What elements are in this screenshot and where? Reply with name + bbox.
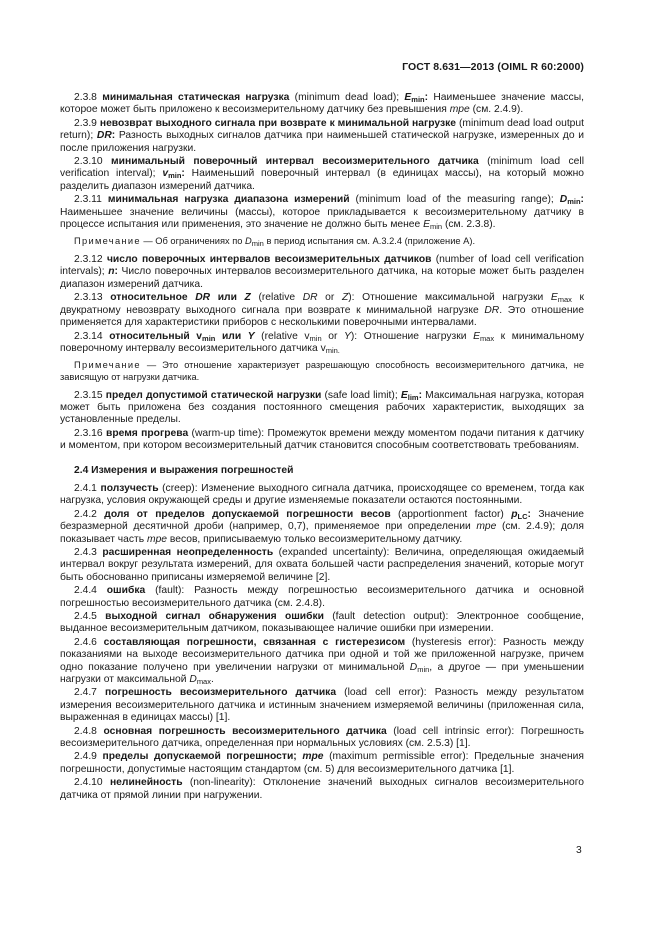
clause-2-3-16: 2.3.16 время прогрева (warm-up time): Промежуток времени между моментом подачи питания к датчику и моментом, при котором весоизмерительный датчик становится способным соответствовать требованиям. [60,427,584,452]
clause-2-4-6: 2.4.6 составляющая погрешности, связанная с гистерезисом (hysteresis error): Разность между показаниями на выходе весоизмерительного датчика при одной и той же приложенной нагрузке, причем одно показание получено при увеличении нагрузки от минимальной $D_{min}$, а другое — при уменьшении нагрузки от максимальной $D_{max}$. [60,636,585,687]
clause-2-4-2: 2.4.2 доля от пределов допускаемой погрешности весов (apportionment factor) $p_{LC}$: Значение безразмерной десятичной дроби (например, 0,7), применяемое при определении mpe (см. 2.4.9); доля показывает часть mpe весов, приписываемую только весоизмерительному датчику. [60,508,584,545]
clause-2-4-4: 2.4.4 ошибка (fault): Разность между погрешностью весоизмерительного датчика и основной погрешностью весоизмерительного датчика (см. 2.4.8). [60,585,584,609]
clause-2-3-12: 2.3.12 число поверочных интервалов весоизмерительных датчиков (number of load cell verification intervals); n: Число поверочных интервалов весоизмерительного датчика, на которые может быть разделен диапазон измерений датчика. [60,254,585,290]
clause-2-4-5: 2.4.5 выходной сигнал обнаружения ошибки (fault detection output): Электронное сообщение, выданное весоизмерительным датчиком, показывающее наличие ошибки при измерении. [60,611,584,635]
clause-2-4-9: 2.4.9 пределы допускаемой погрешности; mpe (maximum permissible error): Предельные значения погрешности, допустимые настоящим стандартом (см. 5) для весоизмерительного датчика [1]. [60,751,584,775]
clause-2-4-3: 2.4.3 расширенная неопределенность (expanded uncertainty): Величина, определяющая ожидаемый интервал вокруг результата измерений, для охвата большей части распределения значений, которые могут быть обоснованно приписаны измеряемой величине [2]. [60,546,585,583]
document-header: ГОСТ 8.631—2013 (OIML R 60:2000) [402,61,584,73]
clause-2-3-13: 2.3.13 относительное DR или Z (relative DR or Z): Отношение максимальной нагрузки $E_{max}$ к двукратному невозврату выходного сигнала при возврате к минимальной нагрузке DR. Это отношение применяется для характеристики приборов с несколькими поверочными интервалами. [60,292,584,329]
clause-2-3-9: 2.3.9 невозврат выходного сигнала при возврате к минимальной нагрузке (minimum dead load output return); DR: Разность выходных сигналов датчика при наименьшей статической нагрузке, измеренных до и после приложения нагрузки. [60,117,584,154]
clause-2-4-7: 2.4.7 погрешность весоизмерительного датчика (load cell error): Разность между результатом измерения весоизмерительного датчика и истинным значением измеряемой величины (приложенная сила, выраженная в единицах массы) [1]. [60,687,584,724]
clause-2-3-10: 2.3.10 минимальный поверочный интервал весоизмерительного датчика (minimum load cell verification interval); $v_{min}$: Наименьший поверочный интервал (в единицах массы), на который можно разделить диапазон измерений датчика. [60,156,584,192]
clause-2-3-11: 2.3.11 минимальная нагрузка диапазона измерений (minimum load of the measuring range); $D_{min}$: Наименьшее значение величины (массы), которое прикладывается к весоизмерительному датчику в процессе испытания или применения, это значение не должно быть менее $E_{min}$ (см. 2.3.8). [60,194,584,232]
clause-2-4-8: 2.4.8 основная погрешность весоизмерительного датчика (load cell intrinsic error): Погрешность весоизмерительного датчика, определенная при нормальных условиях (см. 2.5.3) [1]. [60,725,584,750]
clause-2-4-10: 2.4.10 нелинейность (non-linearity): Отклонение значений выходных сигналов весоизмерительного датчика от прямой линии при нагружении. [60,777,584,801]
note-1: Примечание — Об ограничениях по $D_{min}$ в период испытания см. А.3.2.4 (приложение А). [74,236,476,249]
note-2: Примечание — Это отношение характеризует разрешающую способность весоизмерительного датчика, не зависящую от нагрузки датчика. [60,360,584,382]
clause-2-3-15: 2.3.15 предел допустимой статической нагрузки (safe load limit); $E_{lim}$: Максимальная нагрузка, которая может быть приложена без создания постоянного смещения рабочих характеристик, выходящих за установленные пределы. [60,389,584,426]
clause-2-3-8: 2.3.8 минимальная статическая нагрузка (minimum dead load); $E_{min}$: Наименьшее значение массы, которое может быть приложено к весоизмерительному датчику без превышения mpe (см. 2.4.9). [60,92,584,116]
clause-2-3-14: 2.3.14 относительный $v_{min}$ или Y (relative $v_{min}$ or Y): Отношение нагрузки $E_{max}$ к минимальному поверочному интервалу весоизмерительного датчика $v_{min.}$ [60,330,584,355]
section-2-4-title: 2.4 Измерения и выражения погрешностей [74,464,294,476]
page-content [60,92,584,803]
clause-2-4-1: 2.4.1 ползучесть (creep): Изменение выходного сигнала датчика, происходящее со временем, тогда как нагрузка, условия окружающей среды и другие изменяемые показатели остаются постоянными. [60,482,585,507]
page-number: 3 [576,845,582,856]
